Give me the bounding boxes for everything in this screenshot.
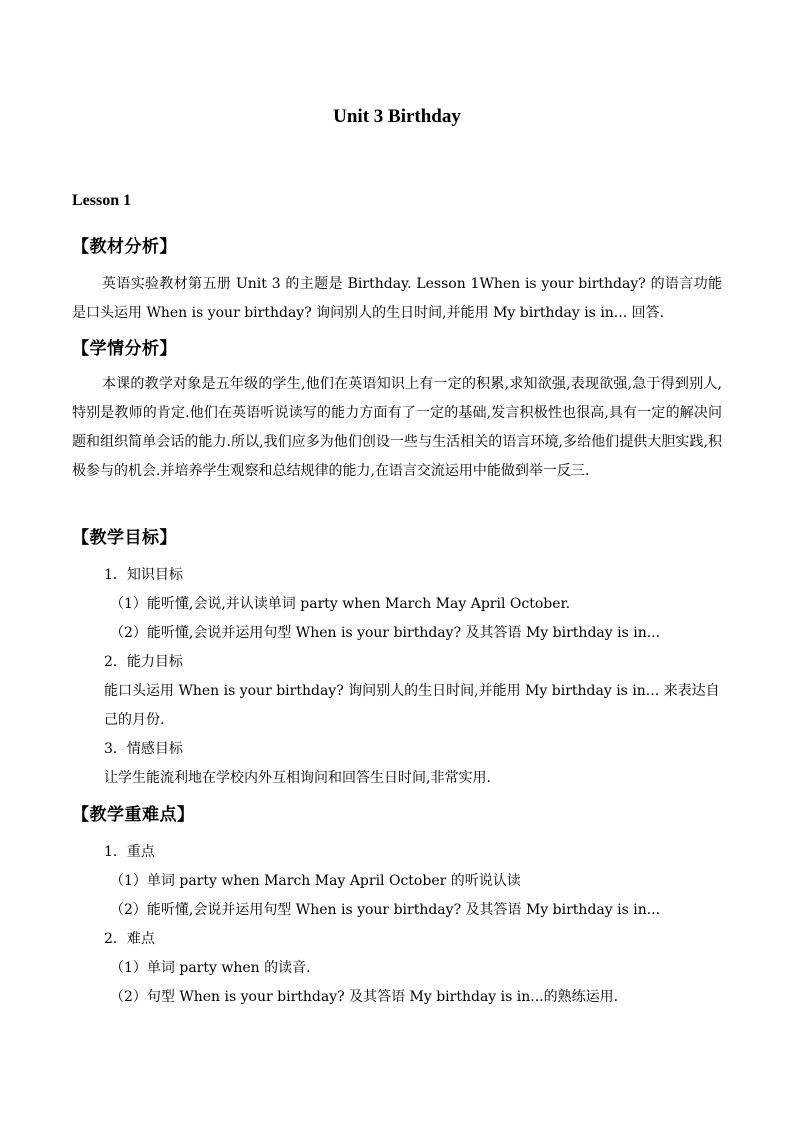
- keypoint-line: （2）能听懂,会说并运用句型 When is your birthday? 及其答语 My birthday is in...: [110, 902, 661, 918]
- goal-line: （1）能听懂,会说,并认读单词 party when March May April October.: [110, 596, 571, 612]
- goal-line: 1．知识目标: [104, 567, 183, 583]
- keypoint-line: 2．难点: [104, 931, 155, 947]
- student-analysis-text: 本课的教学对象是五年级的学生,他们在英语知识上有一定的积累,求知欲强,表现欲强,急于得到别人,特别是教师的肯定.他们在英语听说读写的能力方面有了一定的基础,发言积极性也很高,具有一定的解决问题和组织简单会话的能力.所以,我们应多为他们创设一些与生活相关的语言环境,多给他们提供大胆实践,积极参与的机会.并培养学生观察和总结规律的能力,在语言交流运用中能做到举一反三.: [72, 376, 722, 479]
- heading-student-analysis: 【学情分析】: [72, 339, 177, 359]
- keypoint-line: 1．重点: [104, 844, 155, 860]
- heading-teaching-goals: 【教学目标】: [72, 528, 177, 548]
- goal-line: 3．情感目标: [104, 741, 183, 757]
- material-analysis-text: 英语实验教材第五册 Unit 3 的主题是 Birthday. Lesson 1When is your birthday? 的语言功能是口头运用 When is your birthday? 询问别人的生日时间,并能用 My birthday is in... 回答.: [72, 276, 722, 321]
- goal-line: 2．能力目标: [104, 654, 183, 670]
- goal-line: 己的月份.: [104, 712, 165, 728]
- goal-line: 让学生能流利地在学校内外互相询问和回答生日时间,非常实用.: [104, 770, 491, 786]
- document-title: Unit 3 Birthday: [333, 106, 461, 127]
- goal-line: （2）能听懂,会说并运用句型 When is your birthday? 及其答语 My birthday is in...: [110, 625, 661, 641]
- goal-line: 能口头运用 When is your birthday? 询问别人的生日时间,并能用 My birthday is in... 来表达自: [104, 683, 720, 699]
- keypoint-line: （1）单词 party when 的读音.: [110, 960, 311, 976]
- lesson-label: Lesson 1: [72, 192, 132, 209]
- heading-key-difficult-points: 【教学重难点】: [72, 805, 195, 825]
- keypoint-line: （1）单词 party when March May April October 的听说认读: [110, 873, 521, 889]
- keypoint-line: （2）句型 When is your birthday? 及其答语 My birthday is in...的熟练运用.: [110, 989, 619, 1005]
- heading-material-analysis: 【教材分析】: [72, 237, 177, 257]
